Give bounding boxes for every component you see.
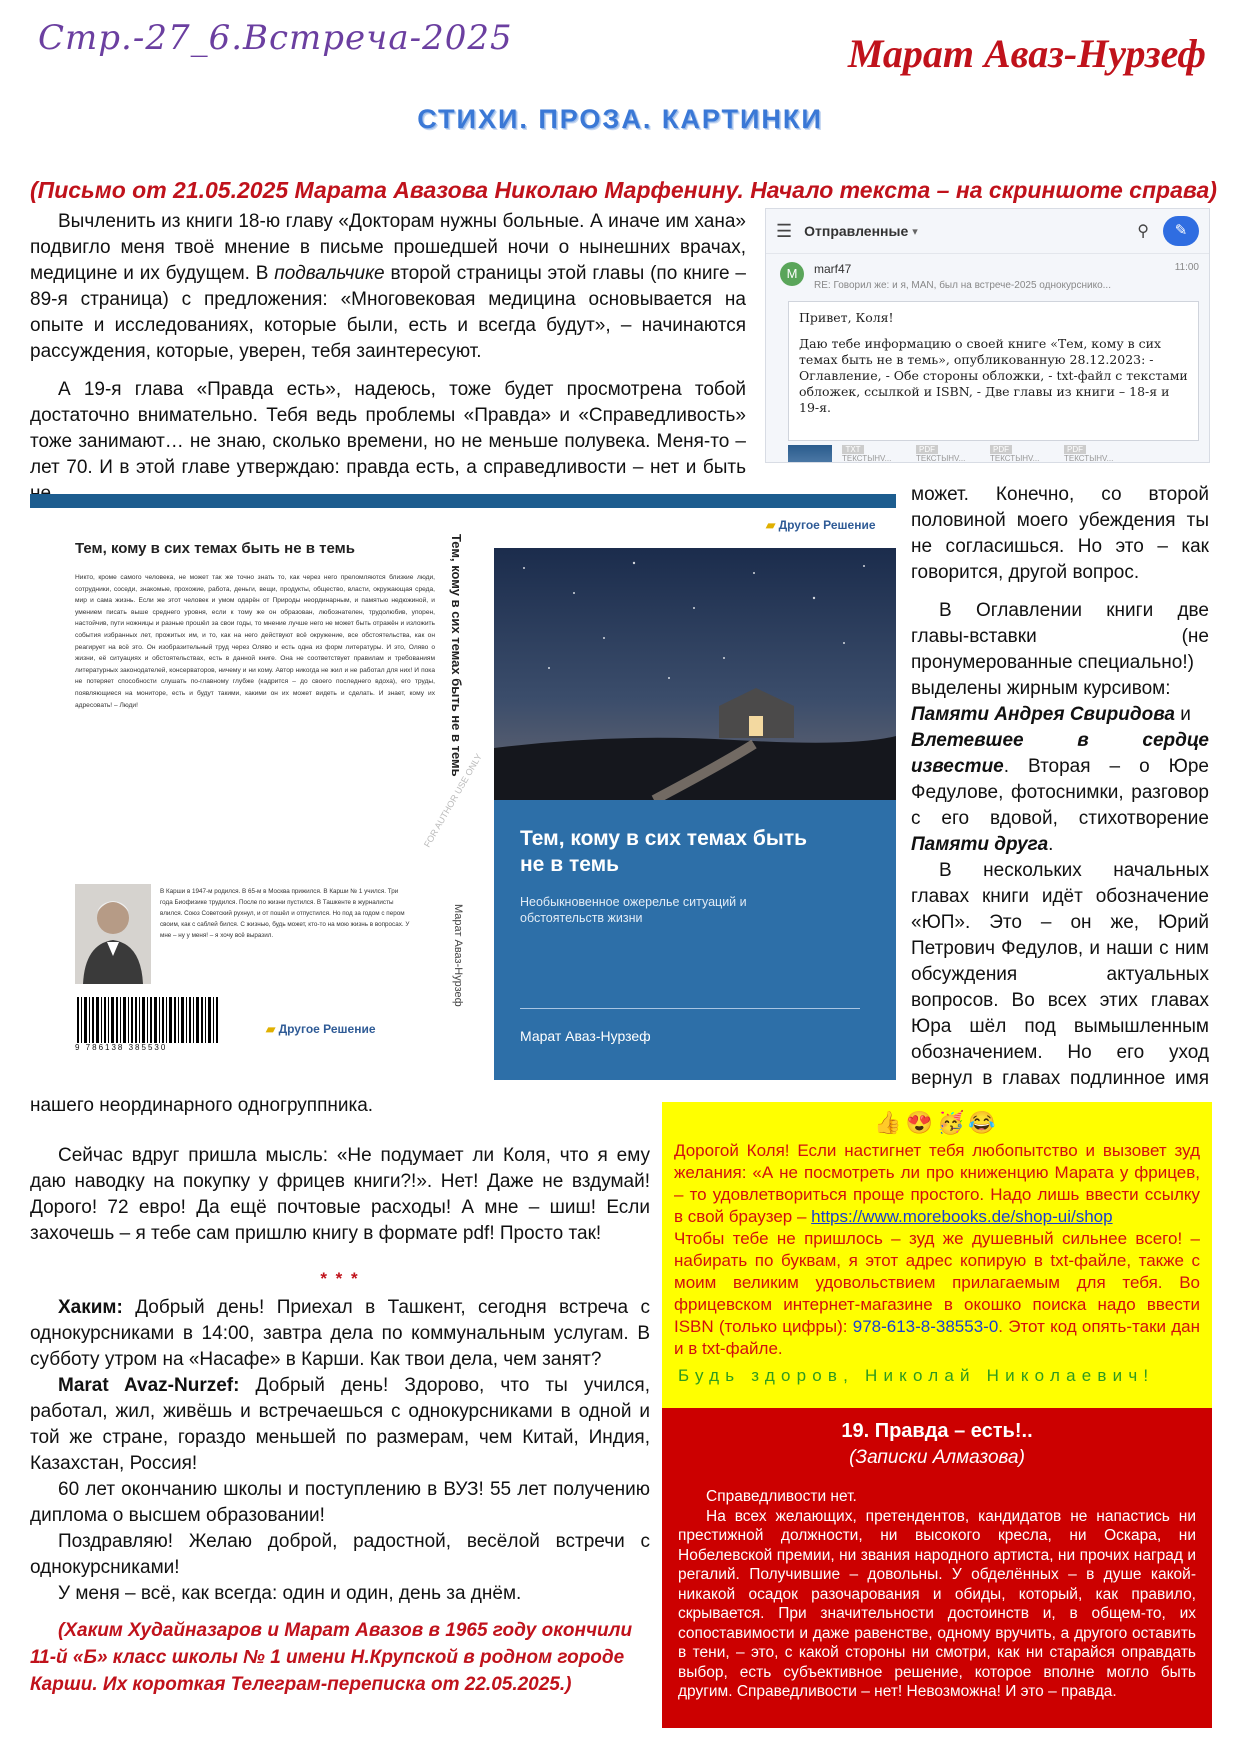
email-sender: marf47 <box>814 262 852 276</box>
toc-bold-line: Влетевшее в сердце <box>911 730 1209 751</box>
yup-line: главах книги идёт обозначение <box>911 886 1209 907</box>
letter-text-bottom <box>30 1093 650 1698</box>
yup-line: «ЮП». Это – он же, Юрий <box>911 912 1209 933</box>
isbn-value: 978-613-8-38553-0 <box>852 1317 999 1336</box>
excerpt-body: Справедливости нет. На всех желающих, претендентов, кандидатов не напастись ни престижной должности, ни высокого кресла, ни Оскара, ни Нобелевской премии, ни звания народного артиста, ни прочих наград и регалий. Получившие – довольны. У обделённых – в душе какой-никакой осадок разочарования и обиды, который, как правило, скрывается. При значительности достоинств и, в общем-то, их сопоставимости и даже равенстве, одному вручить, а другого оставить в тени, – это, с какой стороны ни смотри, как ни старайся оправдать выбор, есть субъективное решение, которое вполне могло быть другим. Справедливости – нет! Невозможна! И это – правда. <box>678 1488 1196 1700</box>
email-folder[interactable]: Отправленные <box>804 223 909 239</box>
compose-button[interactable]: ✎ <box>1163 216 1199 246</box>
chapter-excerpt-box <box>662 1408 1212 1728</box>
publisher-icon: ▰ <box>266 1022 276 1036</box>
attachment-file[interactable]: PDF ТЕКСТЫНV... <box>916 445 966 463</box>
yellow-note-text: Дорогой Коля! Если настигнет тебя любопытство и вызовет зуд желания: «А не посмотреть ли про книженцию Марата у фрицев, – то удовлетвориться проще простого. Надо лишь ввести ссылку в свой браузер – https://www.morebooks.de/shop-ui/shop Чтобы тебе не пришлось – зуд же душевный сильнее всего! – набирать по буквам, я этот адрес копирую в txt-файле, также с моим великим удовольствием прилагаемым для тебя. Во фрицевском интернет-магазине в окошко поиска надо ввести ISBN (только цифры): 978-613-8-38553-0. Этот код опять-таки дан и в txt-файле. <box>674 1141 1201 1358</box>
toc-line: В Оглавлении книги две <box>939 600 1209 621</box>
right-line: с его вдовой, стихотворение <box>911 808 1209 829</box>
chat-hakim: Хаким: Добрый день! Приехал в Ташкент, сегодня встреча с однокурсниками в 14:00, завтра дела по коммунальным услугам. В субботу утром на «Насафе» в Карши. Как твои дела, чем занят? <box>30 1297 650 1370</box>
emoji-row: 👍😍🥳😂 <box>874 1110 1000 1135</box>
paragraph-2-line: А 19-я глава «Правда есть», надеюсь, тоже будет просмотрена тобой <box>58 379 746 400</box>
after-book-line: нашего неординарного одногруппника. <box>30 1095 374 1116</box>
yup-line: Юра шёл под вымышленным <box>911 1016 1209 1037</box>
chat-line: У меня – всё, как всегда: один и один, день за днём. <box>58 1583 522 1604</box>
section-title: СТИХИ. ПРОЗА. КАРТИНКИ <box>417 104 823 134</box>
book-cover-image <box>30 494 896 1086</box>
front-cover-title: Тем, кому в сих темах быть не в темь <box>520 827 808 876</box>
author-bio: В Карши в 1947-м родился. В 65-м в Москва прижился. В Карши № 1 учился. Три года Биофизике трудился. После по жизни пустился. В Ташкенте в журналисты влился. Союз Советский рухнул, и от пошёл и отпустился. Но под за годом с пером своим, как с саблей бился. С жизнью, будь может, кто-то на мою жизнь в вопросах. У мне – ну у меня! – я хочу всё выразил. <box>160 888 410 939</box>
toc-bold-line: Памяти друга. <box>911 834 1054 855</box>
yup-line: Петрович Федулов, и наши с ним <box>911 938 1209 959</box>
spine-author: Марат Аваз-Нурзеф <box>452 904 464 1007</box>
cover-night-photo <box>494 548 896 800</box>
barcode <box>75 997 225 1053</box>
paragraph-1: Вычленить из книги 18-ю главу «Докторам нужны больные. А иначе им хана» подвигло меня твоё мнение в письме прошедшей ночи о нынешних врачах, медицине и их будущем. В подвальчике второй страницы этой главы (по книге – 89-я страница) с предложения: «Многовековая медицина основывается на опыте и исследованиях, которые были, есть и всегда будут», – начинаются рассуждения, которые, уверен, тебя заинтересуют. <box>30 211 746 362</box>
email-greeting: Привет, Коля! <box>799 310 894 325</box>
toc-line: пронумерованные специально!) <box>911 652 1194 673</box>
right-line: половиной моего убеждения ты <box>911 510 1209 531</box>
front-cover <box>494 518 896 1080</box>
toc-line: главы-вставки (не <box>911 626 1209 647</box>
paragraph-2-line: тоже занимают… не знаю, сколько времени, но не меньше полувека. Меня-то – <box>30 431 746 452</box>
cover-top-band <box>30 494 896 508</box>
barcode-digits: 9 786138 385530 <box>75 1043 168 1052</box>
publisher-icon: ▰ <box>766 518 776 532</box>
author-portrait <box>75 884 151 984</box>
email-item[interactable] <box>766 254 1209 295</box>
author-name: Марат Аваз-Нурзеф <box>847 31 1206 76</box>
attachment-thumb[interactable] <box>788 445 832 463</box>
yup-line: вопросов. Во всех этих главах <box>911 990 1209 1011</box>
spine-note: FOR AUTHOR USE ONLY <box>422 751 484 849</box>
front-cover-author: Марат Аваз-Нурзеф <box>520 1028 651 1044</box>
back-cover-text: Никто, кроме самого человека, не может так же точно знать то, как через него преломляются близкие люди, сотрудники, соседи, знакомые, прохожие, работа, деньги, вещи, продукты, общество, власти, окружающая среда, мир и сама жизнь. Если же этот человек и умом одарён от Природы неординарным, и памятью недюжиной, и умением писать выше среднего уровня, если к тому же он образован, любознателен, трудолюбив, упорен, настойчив, пути ножницы и разные прошёл за свои годы, то мнение лучше него не может быть отражён и изложить события избранных лет, прожитых им, и то, как на него действуют всё окружение, все обстоятельства, как он реагирует на всё это. Он изобразительный труд через Оляво и есть одна из форм литературы. И это, Оляво о жизни, её ситуациях и обстоятельствах, есть в данной книге. Она не соответствует правилам и требованиям литературных законодателей, консерваторов, ничему и ни кому. Автор никогда не жил и не работал для них! И пока не потеряет способности слушать по-главному глубже (кадрится – до своего последнего вдоха), его труды, появляющиеся на мониторе, есть и будут такими, какими он их может видеть и сделать. И знает, кому их адресовать! – Люди! <box>75 574 435 709</box>
attachment-file[interactable]: PDF ТЕКСТЫНV... <box>1064 445 1114 463</box>
back-cover <box>75 539 435 794</box>
email-body: Даю тебе информацию о своей книге «Тем, кому в сих темах быть не в темь», опубликованную 28.12.2023: - Оглавление, - Обе стороны обложки, - txt-файл с текстами обложек, ссылкой и ISBN, - Две главы из книги – 18-я и 19-я. <box>799 336 1188 415</box>
toc-line: выделены жирным курсивом: <box>911 678 1171 699</box>
chat-line: Поздравляю! Желаю доброй, радостной, весёлой встречи с однокурсниками! <box>30 1531 650 1578</box>
right-line: говорится, другой вопрос. <box>911 562 1140 583</box>
footnote: (Хаким Худайназаров и Марат Авазов в 1965 году окончили 11-й «Б» класс школы № 1 имени Н.Крупской в родном городе Карши. Их короткая Телеграм-переписка от 22.05.2025.) <box>30 1620 633 1695</box>
page-label: Стр.-27_6.Встреча-2025 <box>38 18 513 58</box>
book-spine <box>422 514 484 1074</box>
paragraph-2-line: лет 70. И в этой главе утверждаю: правда есть, а справедливости – нет и быть <box>30 457 746 478</box>
separator-stars: * * * <box>320 1269 360 1288</box>
yup-line: В нескольких начальных <box>939 860 1209 881</box>
publisher-logo-back: ▰ Другое Решение <box>266 1022 376 1036</box>
morebooks-link[interactable]: https://www.morebooks.de/shop-ui/shop <box>811 1207 1113 1226</box>
right-line: Федулове, фотоснимки, разговор <box>911 782 1209 803</box>
yup-line: обсуждения актуальных <box>911 964 1209 985</box>
toc-bold-line: известие. Вторая – о Юре <box>911 756 1209 777</box>
avatar: M <box>780 262 804 286</box>
attachment-file[interactable]: PDF ТЕКСТЫНV... <box>990 445 1040 463</box>
paragraph-now: Сейчас вдруг пришла мысль: «Не подумает ли Коля, что я ему даю наводку на покупку у фрицев книги?!». Нет! Даже не вздумай! Дорого! 72 евро! Да ещё почтовые расходы! А мне – шиш! Если захочешь – я тебе сам пришлю книгу в формате pdf! Просто так! <box>30 1145 650 1244</box>
attachment-file[interactable]: TXT ТЕКСТЫНV... <box>842 445 892 463</box>
yup-line: обозначением. Но его уход <box>911 1042 1209 1063</box>
email-toolbar <box>766 209 1209 254</box>
paragraph-2-line: достаточно внимательно. Тебя ведь проблемы «Правда» и «Справедливость» <box>30 405 746 426</box>
search-icon[interactable]: ⚲ <box>1137 223 1149 240</box>
cover-divider <box>520 1008 860 1009</box>
spine-title: Тем, кому в сих темах быть не в темь <box>449 534 464 777</box>
letter-text-top <box>30 209 746 507</box>
chevron-down-icon: ▾ <box>912 225 918 238</box>
right-line: может. Конечно, со второй <box>911 484 1209 505</box>
chat-line: 60 лет окончанию школы и поступлению в ВУЗ! 55 лет получению диплома о высшем образовании! <box>30 1479 650 1526</box>
email-time: 11:00 <box>1174 262 1199 273</box>
menu-icon[interactable]: ☰ <box>776 220 793 241</box>
chat-marat: Marat Avaz-Nurzef: Добрый день! Здорово, что ты учился, работал, жил, живёшь и встречаешься с однокурсниками в одной и той же стране, гораздо меньшей по размерам, чем Китай, Индия, Казахстан, Россия! <box>30 1375 650 1474</box>
author-photo <box>75 884 151 984</box>
intro-note: (Письмо от 21.05.2025 Марата Авазова Николаю Марфенину. Начало текста – на скриншоте справа) <box>30 177 1217 203</box>
cover-blue-panel <box>494 800 896 1080</box>
back-cover-title: Тем, кому в сих темах быть не в темь <box>75 540 355 557</box>
right-column-text <box>911 482 1209 1092</box>
email-screenshot <box>765 208 1210 463</box>
excerpt-subtitle: (Записки Алмазова) <box>849 1447 1025 1468</box>
right-line: не согласишься. Но это – как <box>911 536 1209 557</box>
email-subject: RE: Говорил же: и я, MAN, был на встрече-2025 однокурснико... <box>814 280 1111 291</box>
yellow-note-box <box>662 1102 1212 1408</box>
excerpt-title: 19. Правда – есть!.. <box>841 1420 1033 1442</box>
toc-bold-line: Памяти Андрея Свиридова и <box>911 704 1191 725</box>
attachments-row <box>788 445 1199 463</box>
publisher-logo-front: ▰ Другое Решение <box>766 518 876 532</box>
farewell-line: Будь здоров, Николай Николаевич! <box>678 1366 1155 1385</box>
front-cover-subtitle: Необыкновенное ожерелье ситуаций и обстоятельств жизни <box>520 895 747 925</box>
email-body-card <box>788 301 1199 441</box>
yup-line: вернул в главах подлинное имя <box>911 1068 1209 1089</box>
